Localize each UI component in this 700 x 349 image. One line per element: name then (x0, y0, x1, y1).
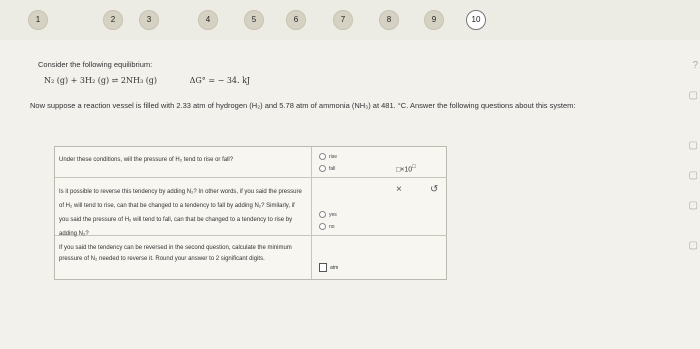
side-icon[interactable]: ? (692, 60, 698, 71)
consider-text: Consider the following equilibrium: (38, 60, 153, 69)
step-4[interactable]: 4 (198, 10, 218, 30)
question-2: Is it possible to reverse this tendency by adding N₂? In other words, if you said the pressure of H₂ will tend to rise, can that be changed to a tendency to fall by adding N₂? Similarly, if you said the pressure of H₂ will tend to fall, can that be changed to a tendency to rise by adding N₂? (59, 189, 302, 237)
scientific-notation-icon[interactable]: □×10□ (396, 164, 416, 174)
side-icon[interactable]: ▢ (688, 140, 698, 151)
equation-dg: ΔG° = − 34. kJ (189, 76, 251, 85)
equation-left: N₂ (g) + 3H₂ (g) ⇌ 2NH₃ (g) (44, 76, 158, 85)
step-9[interactable]: 9 (424, 10, 444, 30)
step-3[interactable]: 3 (139, 10, 159, 30)
step-8[interactable]: 8 (379, 10, 399, 30)
step-7[interactable]: 7 (333, 10, 353, 30)
suppose-text: Now suppose a reaction vessel is filled with 2.33 atm of hydrogen (H₂) and 5.78 atm of ammonia (NH₃) at 481. °C. Answer the following questions about this system: (30, 101, 576, 110)
side-icon[interactable]: ▢ (688, 170, 698, 181)
radio-rise[interactable] (319, 153, 326, 160)
step-6[interactable]: 6 (286, 10, 306, 30)
side-icons (684, 0, 700, 349)
radio-yes-label: yes (329, 212, 337, 218)
pressure-input[interactable] (319, 263, 327, 272)
tool-panel (376, 146, 448, 208)
divider (311, 147, 312, 279)
step-10[interactable]: 10 (466, 10, 486, 30)
step-bar (0, 0, 700, 40)
undo-icon[interactable]: ↺ (430, 184, 439, 195)
radio-fall[interactable] (319, 165, 326, 172)
step-1[interactable]: 1 (28, 10, 48, 30)
side-icon[interactable]: ▢ (688, 200, 698, 211)
step-2[interactable]: 2 (103, 10, 123, 30)
step-5[interactable]: 5 (244, 10, 264, 30)
side-icon[interactable]: ▢ (688, 240, 698, 251)
question-1: Under these conditions, will the pressure of H₂ tend to rise or fall? (59, 157, 234, 163)
equation (44, 76, 250, 85)
radio-no-label: no (329, 224, 335, 230)
unit-label: atm (330, 265, 339, 271)
clear-icon[interactable]: × (396, 184, 402, 195)
radio-fall-label: fall (329, 166, 336, 172)
radio-yes[interactable] (319, 211, 326, 218)
radio-no[interactable] (319, 223, 326, 230)
question-3: If you said the tendency can be reversed in the second question, calculate the minimum pressure of N₂ needed to reverse it. Round your answer to 2 significant digits. (59, 245, 292, 262)
side-icon[interactable]: ▢ (688, 90, 698, 101)
radio-rise-label: rise (329, 154, 338, 160)
